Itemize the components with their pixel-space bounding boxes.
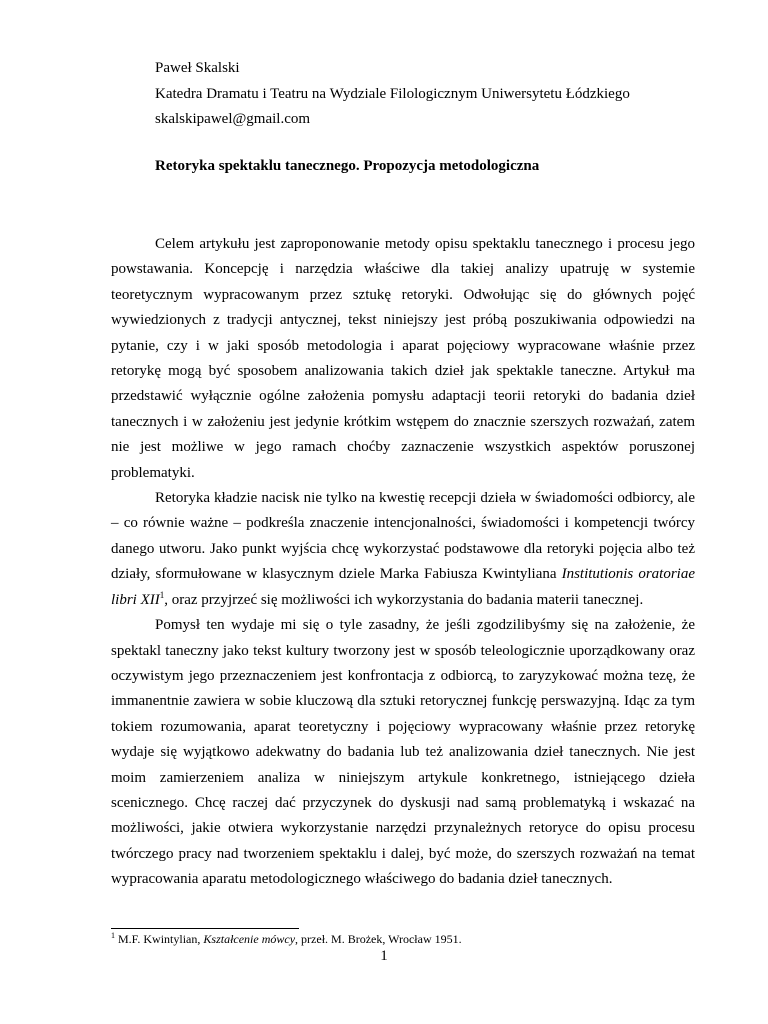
paragraph-2 <box>111 486 695 613</box>
article-body <box>111 232 695 893</box>
page-number: 1 <box>380 948 388 964</box>
author-name: Paweł Skalski <box>155 60 240 76</box>
footnote-book-title: Kształcenie mówcy <box>203 932 296 946</box>
footnote-marker: 1 <box>111 931 115 940</box>
footnote <box>111 932 462 947</box>
footnote-separator <box>111 928 299 929</box>
paragraph-3: Pomysł ten wydaje mi się o tyle zasadny, że jeśli zgodzilibyśmy się na założenie, że spektakl taneczny jako tekst kultury tworzony jest w sposób teleologicznie uporządkowany oraz oczywistym jego przeznaczeniem jest konfrontacja z odbiorcą, to zaryzykować można tezę, że immanentnie zawiera w sobie kluczową dla sztuki retorycznej funkcję perswazyjną. Idąc za tym tokiem rozumowania, aparat teoretyczny i pojęciowy wypracowany właśnie przez retorykę wydaje się wyjątkowo adekwatny do badania lub też analizowania dzieł tanecznych. Nie jest moim zamierzeniem analiza w niniejszym artykule konkretnego, istniejącego dzieła scenicznego. Chcę raczej dać przyczynek do dyskusji nad samą problematyką i wskazać na możliwości, jakie otwiera wykorzystanie narzędzi przynależnych retoryce do opisu procesu twórczego pracy nad tworzeniem spektaklu i dalej, być może, do szerszych rozważań na temat wypracowania aparatu metodologicznego właściwego do badania dzieł tanecznych. <box>111 617 695 888</box>
author-header <box>155 56 715 133</box>
paragraph-2-text-start: Retoryka kładzie nacisk nie tylko na kwestię recepcji dzieła w świadomości odbiorcy, ale – co równie ważne – podkreśla znaczenie intencjonalności, świadomości i kompetencji twórcy danego utworu. Jako punkt wyjścia chcę wykorzystać podstawowe dla retoryki pojęcia albo też działy, sformułowane w klasycznym dziele Marka Fabiusza Kwintyliana <box>111 490 695 583</box>
author-email: skalskipawel@gmail.com <box>155 111 311 127</box>
paragraph-2-text-end: , oraz przyjrzeć się możliwości ich wykorzystania do badania materii tanecznej. <box>164 591 644 608</box>
article-title: Retoryka spektaklu tanecznego. Propozycja metodologiczna <box>155 158 540 174</box>
footnote-text-start: M.F. Kwintylian, <box>115 932 204 946</box>
cited-work-title: Institutionis oratoriae libri XII <box>111 566 695 608</box>
author-affiliation: Katedra Dramatu i Teatru na Wydziale Filologicznym Uniwersytetu Łódzkiego <box>155 85 630 102</box>
paragraph-1: Celem artykułu jest zaproponowanie metody opisu spektaklu tanecznego i procesu jego powstawania. Koncepcję i narzędzia właściwe dla takiej analizy upatruję w systemie teoretycznym wypracowanym przez sztukę retoryki. Odwołując się do głównych pojęć wywiedzionych z tradycji antycznej, tekst niniejszy jest próbą poszukiwania odpowiedzi na pytanie, czy i w jaki sposób metodologia i aparat pojęciowy wypracowane właśnie przez retorykę mogą być sposobem analizowania takich dzieł jak spektakle taneczne. Artykuł ma przedstawić wyłącznie ogólne założenia pomysłu adaptacji teorii retoryki do badania dzieł tanecznych i w założeniu jest jedynie krótkim wstępem do znacznie szerszych rozważań, zatem nie jest możliwe w jego ramach choćby zaznaczenie wszystkich aspektów poruszonej problematyki. <box>111 236 695 481</box>
footnote-reference[interactable]: 1 <box>159 589 165 600</box>
footnote-text-end: , przeł. M. Brożek, Wrocław 1951. <box>295 932 462 946</box>
